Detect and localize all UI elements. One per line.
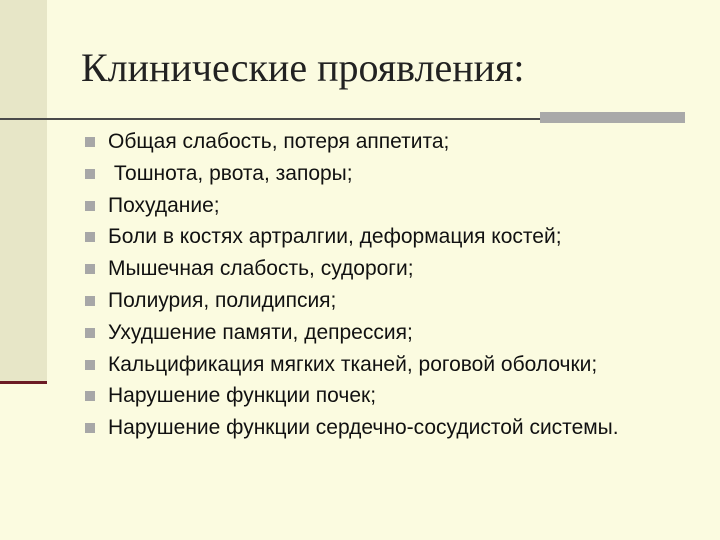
square-bullet-icon <box>85 264 95 274</box>
list-item-text: Общая слабость, потеря аппетита; <box>108 130 450 153</box>
list-item-text: Нарушение функции почек; <box>108 384 377 408</box>
list-item <box>85 224 685 250</box>
left-decor-band <box>0 0 47 383</box>
list-item-text: Боли в костях артралгии, деформация костей; <box>108 225 562 249</box>
list-item-text: Тошнота, рвота, запоры; <box>108 161 353 185</box>
title-divider-thin <box>0 118 540 120</box>
slide-title: Клинические проявления: <box>81 45 525 90</box>
list-item <box>85 320 685 346</box>
list-item-text: Полиурия, полидипсия; <box>108 288 337 312</box>
list-item <box>85 256 685 282</box>
left-decor-rule <box>0 381 47 384</box>
list-item <box>85 383 685 409</box>
square-bullet-icon <box>85 137 95 147</box>
square-bullet-icon <box>85 360 95 370</box>
list-item-text: Кальцификация мягких тканей, роговой оболочки; <box>108 352 598 376</box>
list-item <box>85 415 685 441</box>
list-item <box>85 161 685 187</box>
square-bullet-icon <box>85 169 95 179</box>
square-bullet-icon <box>85 423 95 433</box>
list-item <box>85 193 685 219</box>
list-item <box>85 352 685 378</box>
list-item-text: Мышечная слабость, судороги; <box>108 257 414 281</box>
square-bullet-icon <box>85 232 95 242</box>
square-bullet-icon <box>85 201 95 211</box>
list-item <box>85 129 685 155</box>
list-item-text: Ухудшение памяти, депрессия; <box>108 320 413 344</box>
list-item <box>85 288 685 314</box>
title-divider-thick <box>540 112 685 123</box>
square-bullet-icon <box>85 328 95 338</box>
list-item-text: Нарушение функции сердечно-сосудистой системы. <box>108 416 619 440</box>
square-bullet-icon <box>85 296 95 306</box>
symptom-list <box>85 129 685 447</box>
square-bullet-icon <box>85 391 95 401</box>
list-item-text: Похудание; <box>108 193 220 217</box>
